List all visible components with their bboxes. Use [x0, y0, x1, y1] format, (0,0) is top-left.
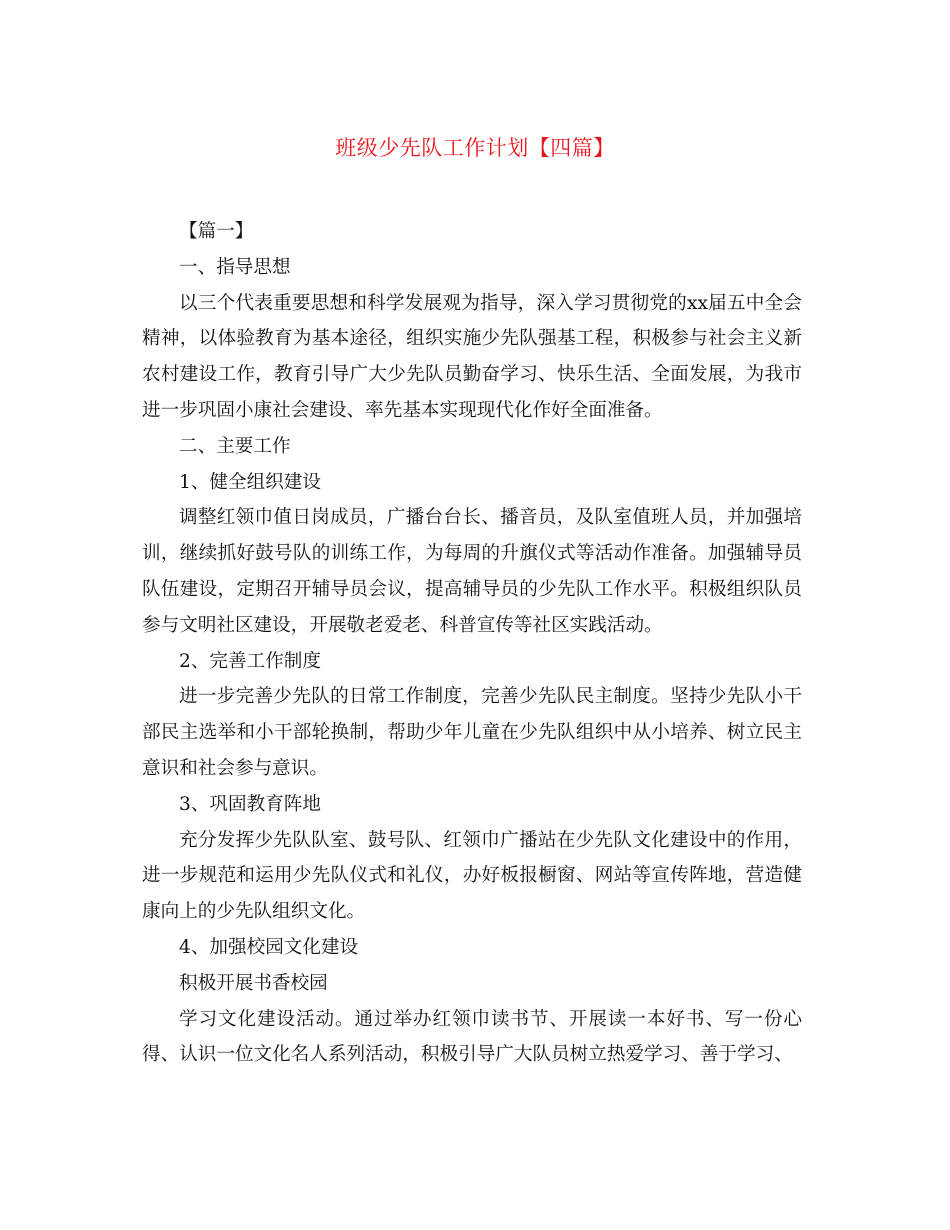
paragraph-education-base: 充分发挥少先队队室、鼓号队、红领巾广播站在少先队文化建设中的作用，进一步规范和运用少先队仪式和礼仪，办好板报橱窗、网站等宣传阵地，营造健康向上的少先队组织文化。 — [142, 829, 802, 923]
paragraph-organization: 调整红领巾值日岗成员，广播台台长、播音员，及队室值班人员，并加强培训，继续抓好鼓号队的训练工作，为每周的升旗仪式等活动作准备。加强辅导员队伍建设，定期召开辅导员会议，提高辅导员的少先队工作水平。积极组织队员参与文明社区建设，开展敬老爱老、科普宣传等社区实践活动。 — [142, 507, 802, 636]
paragraph-guiding-ideology: 以三个代表重要思想和科学发展观为指导，深入学习贯彻党的xx届五中全会精神，以体验教育为基本途径，组织实施少先队强基工程，积极参与社会主义新农村建设工作，教育引导广大少先队员勤奋学习、快乐生活、全面发展，为我市进一步巩固小康社会建设、率先基本实现现代化作好全面准备。 — [142, 292, 802, 421]
subheading-education-base: 3、巩固教育阵地 — [179, 793, 321, 815]
heading-main-work: 二、主要工作 — [179, 435, 291, 457]
document-body — [142, 214, 802, 1073]
line-book-campus: 积极开展书香校园 — [179, 972, 328, 994]
subheading-campus-culture: 4、加强校园文化建设 — [179, 936, 359, 958]
paragraph-work-system: 进一步完善少先队的日常工作制度，完善少先队民主制度。坚持少先队小干部民主选举和小干部轮换制，帮助少年儿童在少先队组织中从小培养、树立民主意识和社会参与意识。 — [142, 686, 802, 779]
paragraph-culture-activities: 学习文化建设活动。通过举办红领巾读书节、开展读一本好书、写一份心得、认识一位文化名人系列活动，积极引导广大队员树立热爱学习、善于学习、 — [142, 1008, 802, 1066]
section-heading-part-one: 【篇一】 — [179, 221, 254, 242]
subheading-work-system: 2、完善工作制度 — [179, 650, 321, 672]
heading-guiding-ideology: 一、指导思想 — [179, 256, 291, 278]
page-title: 班级少先队工作计划【四篇】 — [335, 136, 615, 160]
subheading-organization: 1、健全组织建设 — [179, 471, 321, 493]
